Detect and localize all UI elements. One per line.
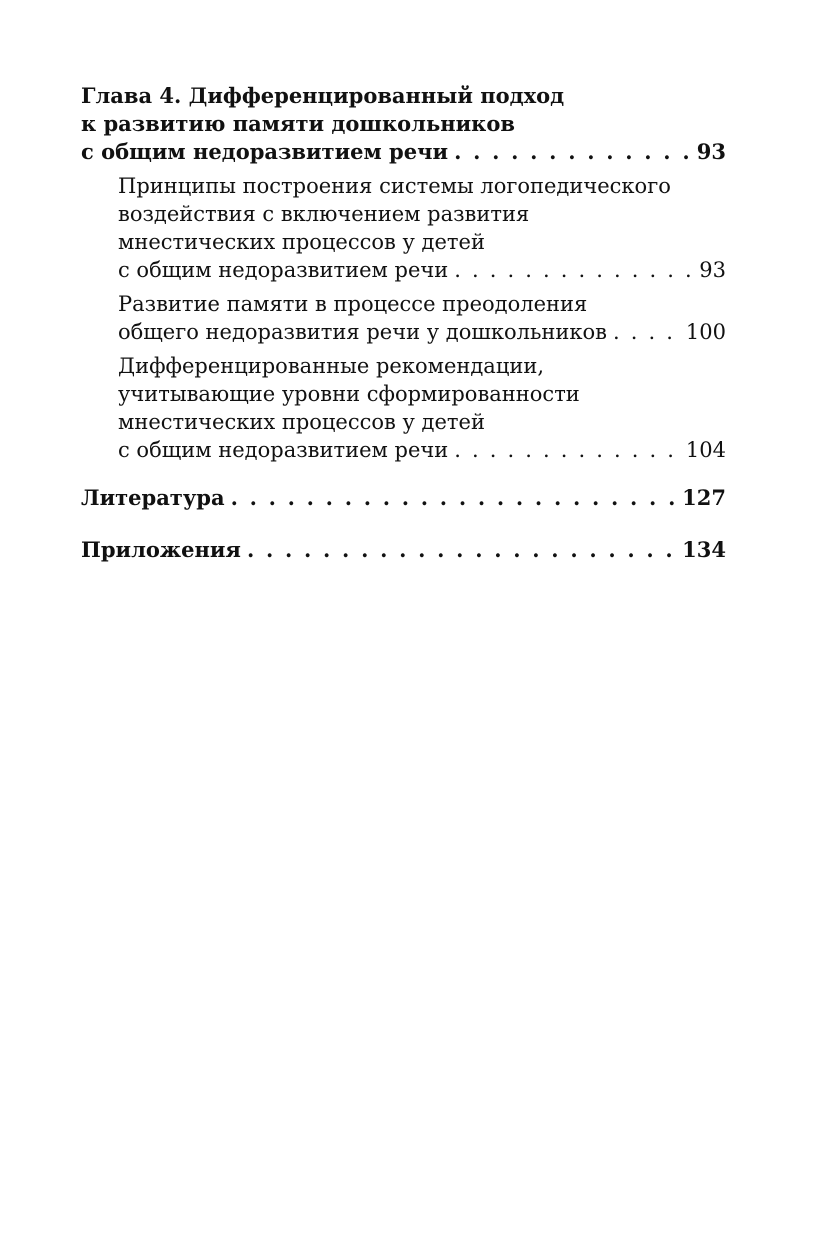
dot-leader bbox=[454, 256, 693, 284]
toc-page-number: 127 bbox=[682, 485, 726, 510]
toc-entry-title-line: Глава 4. Дифференцированный подход bbox=[81, 83, 565, 108]
toc-entry-title-line: Литература bbox=[81, 485, 225, 510]
toc-entry-chapter-4[interactable] bbox=[81, 82, 726, 166]
toc-entry-leader-line bbox=[118, 436, 726, 464]
toc-page-number: 93 bbox=[696, 139, 726, 164]
toc-page-number: 134 bbox=[682, 537, 726, 562]
toc-entry-title-line: к развитию памяти дошкольников bbox=[81, 111, 515, 136]
toc-entry-title-line: с общим недоразвитием речи bbox=[118, 438, 449, 462]
toc-entry-leader-line bbox=[118, 256, 726, 284]
toc-entry-leader-line bbox=[81, 138, 726, 166]
toc-entry-leader-line bbox=[81, 484, 726, 512]
toc-entry-title-line: с общим недоразвитием речи bbox=[81, 139, 449, 164]
dot-leader bbox=[247, 536, 676, 564]
toc-page-number: 104 bbox=[685, 438, 726, 462]
toc-entry-title-line: Дифференцированные рекомендации, bbox=[118, 354, 544, 378]
toc-entry-title-line: Принципы построения системы логопедического bbox=[118, 174, 671, 198]
toc-entry-title-line: с общим недоразвитием речи bbox=[118, 258, 449, 282]
toc-entry-literature[interactable] bbox=[81, 484, 726, 512]
table-of-contents bbox=[81, 82, 726, 564]
toc-entry-title-line: Развитие памяти в процессе преодоления bbox=[118, 292, 588, 316]
dot-leader bbox=[454, 138, 691, 166]
dot-leader bbox=[454, 436, 680, 464]
toc-page-number: 100 bbox=[685, 320, 726, 344]
dot-leader bbox=[613, 318, 680, 346]
toc-page-number: 93 bbox=[699, 258, 726, 282]
toc-entry-recommendations[interactable] bbox=[81, 352, 726, 464]
toc-entry-title-line: мнестических процессов у детей bbox=[118, 410, 485, 434]
toc-entry-title-line: учитывающие уровни сформированности bbox=[118, 382, 580, 406]
toc-entry-title-line: общего недоразвития речи у дошкольников bbox=[118, 320, 608, 344]
toc-entry-leader-line bbox=[81, 536, 726, 564]
toc-entry-leader-line bbox=[118, 318, 726, 346]
toc-entry-title-line: воздействия с включением развития bbox=[118, 202, 530, 226]
toc-entry-memory-development[interactable] bbox=[81, 290, 726, 346]
toc-entry-appendices[interactable] bbox=[81, 536, 726, 564]
toc-entry-principles[interactable] bbox=[81, 172, 726, 284]
toc-entry-title-line: Приложения bbox=[81, 537, 241, 562]
dot-leader bbox=[231, 484, 677, 512]
toc-entry-title-line: мнестических процессов у детей bbox=[118, 230, 485, 254]
